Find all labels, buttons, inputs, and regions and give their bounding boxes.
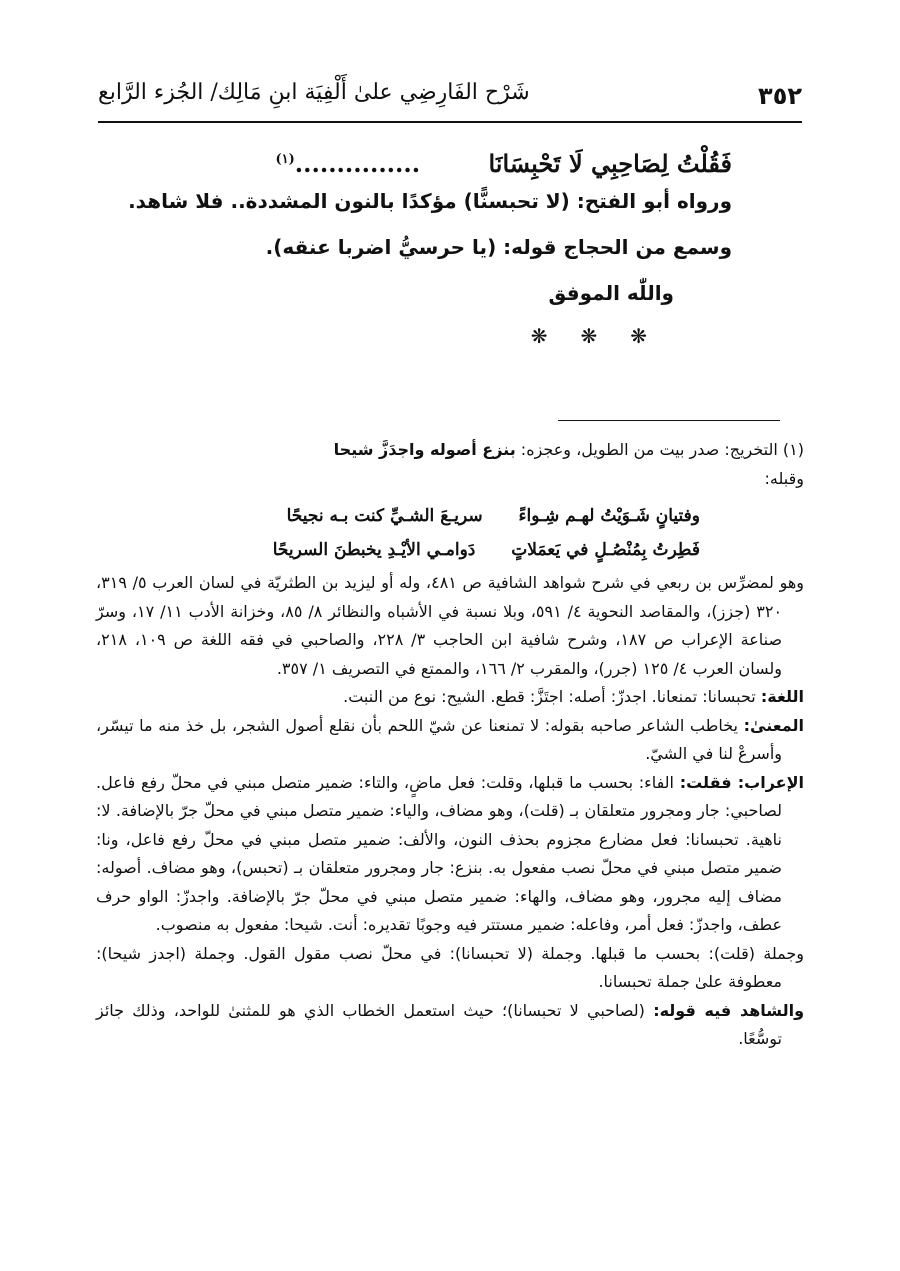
maana-text: يخاطب الشاعر صاحبه بقوله: لا تمنعنا عن شيّ اللحم بأن نقلع أصول الشجر، بل خذ منه ما تيسّر، وأسرعْ لنا في الشيّ. <box>96 715 782 763</box>
abu-alfath-line: ورواه أبو الفتح: (لا تحبسنًّا) مؤكدًا بالنون المشددة.. فلا شاهد. <box>128 189 732 213</box>
asterisk-icon: ❋ <box>580 324 598 348</box>
takhrij-text: صدر بيت من الطويل، وعجزه: <box>520 440 720 459</box>
footnote-lugha <box>96 683 804 712</box>
irab-text: الفاء: بحسب ما قبلها، وقلت: فعل ماضٍ، والتاء: ضمير متصل مبني في محلّ رفع فاعل. لصاحبي: جار ومجرور متعلقان بـ (قلت)، وهو مضاف، والياء: ضمير متصل مبني في محلّ جرّ بالإضافة. لا: ناهية. تحبسانا: فعل مضارع مجزوم بحذف النون، والألف: ضمير متصل مبني في محلّ رفع فاعل، ونا: ضمير متصل مبني في محلّ نصب مفعول به. بنزع: جار ومجرور متعلقان بـ (تحبس)، وهو مضاف. أصوله: مضاف إليه مجرور، وهو مضاف، والهاء: ضمير متصل مبني في محلّ جرّ بالإضافة. واجدزّ: الواو حرف عطف، واجدزّ: فعل أمر، وفاعله: ضمير مستتر فيه وجوبًا تقديره: أنت. شيحا: مفعول به منصوب. <box>96 772 782 934</box>
poem-right-hemistich: وفتيانٍ شَـوَيْتُ لهـم شِـواءً <box>518 506 700 526</box>
lugha-label: اللغة: <box>760 687 804 706</box>
footnote-poem <box>96 499 804 567</box>
page-header <box>98 78 802 120</box>
section-separator <box>98 324 647 348</box>
footnote-shahid <box>96 997 804 1054</box>
takhrij-label: (١) التخريج: <box>724 440 804 459</box>
page-number: ٣٥٢ <box>758 82 802 110</box>
maana-label: المعنىٰ: <box>743 715 805 735</box>
footnote-rule <box>558 420 780 421</box>
footnote-irab <box>96 769 804 940</box>
footnote-sources: وهو لمضرِّس بن ربعي في شرح شواهد الشافية ص ٤٨١، وله أو ليزيد بن الطثريّة في لسان العرب ٥/ ٣١٩، ٣٢٠ (جزز)، والمقاصد النحوية ٤/ ٥٩١، وبلا نسبة في الأشباه والنظائر ٨/ ٨٥، وخزانة الأدب ١١/ ١٧، وسرّ صناعة الإعراب ص ١٨٧، وشرح شافية ابن الحاجب ٣/ ٢٢٨، والصاحبي في فقه اللغة ص ١٠٩، ٢١٨، ولسان العرب ٤/ ١٢٥ (جرر)، والمقرب ٢/ ١٦٦، والممتع في التصريف ١/ ٣٥٧. <box>96 573 805 678</box>
running-title: شَرْح الفَارِضِي علىٰ أَلْفِيَة ابنِ مَالِك/ الجُزء الرَّابع <box>98 80 530 105</box>
shahid-label: والشاهد فيه قوله: <box>653 1000 805 1020</box>
header-rule <box>98 121 802 123</box>
footnote-takhrij <box>96 436 804 465</box>
verse-ellipsis: ............... <box>294 149 421 178</box>
closing-phrase: واللّٰه الموفق <box>548 281 674 305</box>
poem-line <box>96 533 700 567</box>
irab-label: الإعراب: فقلت: <box>679 772 804 792</box>
main-text <box>98 140 732 348</box>
footnote-jumla: وجملة (قلت): بحسب ما قبلها. وجملة (لا تحبسانا): في محلّ نصب مقول القول. وجملة (اجدز شيحا): معطوفة علىٰ جملة تحبسانا. <box>96 943 804 991</box>
shahid-text: (لصاحبي لا تحبسانا)؛ حيث استعمل الخطاب الذي هو للمثنىٰ للواحد، وذلك جائز توسُّعًا. <box>96 1000 782 1048</box>
asterisk-icon: ❋ <box>630 324 647 348</box>
takhrij-ajz: بنزع أصوله واجدَزَّ شيحا <box>333 440 516 459</box>
footnote-ref[interactable]: (١) <box>275 152 295 167</box>
hajjaj-line: وسمع من الحجاج قوله: (يا حرسيُّ اضربا عنقه). <box>265 235 732 259</box>
footnotes <box>96 436 804 1054</box>
poem-right-hemistich: فَطِرتُ بِمُنْصُـلٍ في يَعمَلاتٍ <box>511 540 700 560</box>
poem-left-hemistich: سريـعَ الشـيِّ كنت بـه نجيحًا <box>286 506 483 526</box>
poem-line <box>96 499 700 533</box>
lugha-text: تحبسانا: تمنعانا. اجدزّ: أصله: اجتَزَّ: قطع. الشيح: نوع من النبت. <box>343 687 756 706</box>
asterisk-icon: ❋ <box>530 324 548 348</box>
verse-hemistich: فَقُلْتُ لِصَاحِبِي لَا تَحْبِسَانَا <box>488 149 732 178</box>
footnote-maana <box>96 712 804 769</box>
qablahu: وقبله: <box>764 468 804 488</box>
verse-line <box>98 140 732 186</box>
poem-left-hemistich: دَوامـي الأيْـدِ يخبطنَ السريحًا <box>272 540 476 560</box>
